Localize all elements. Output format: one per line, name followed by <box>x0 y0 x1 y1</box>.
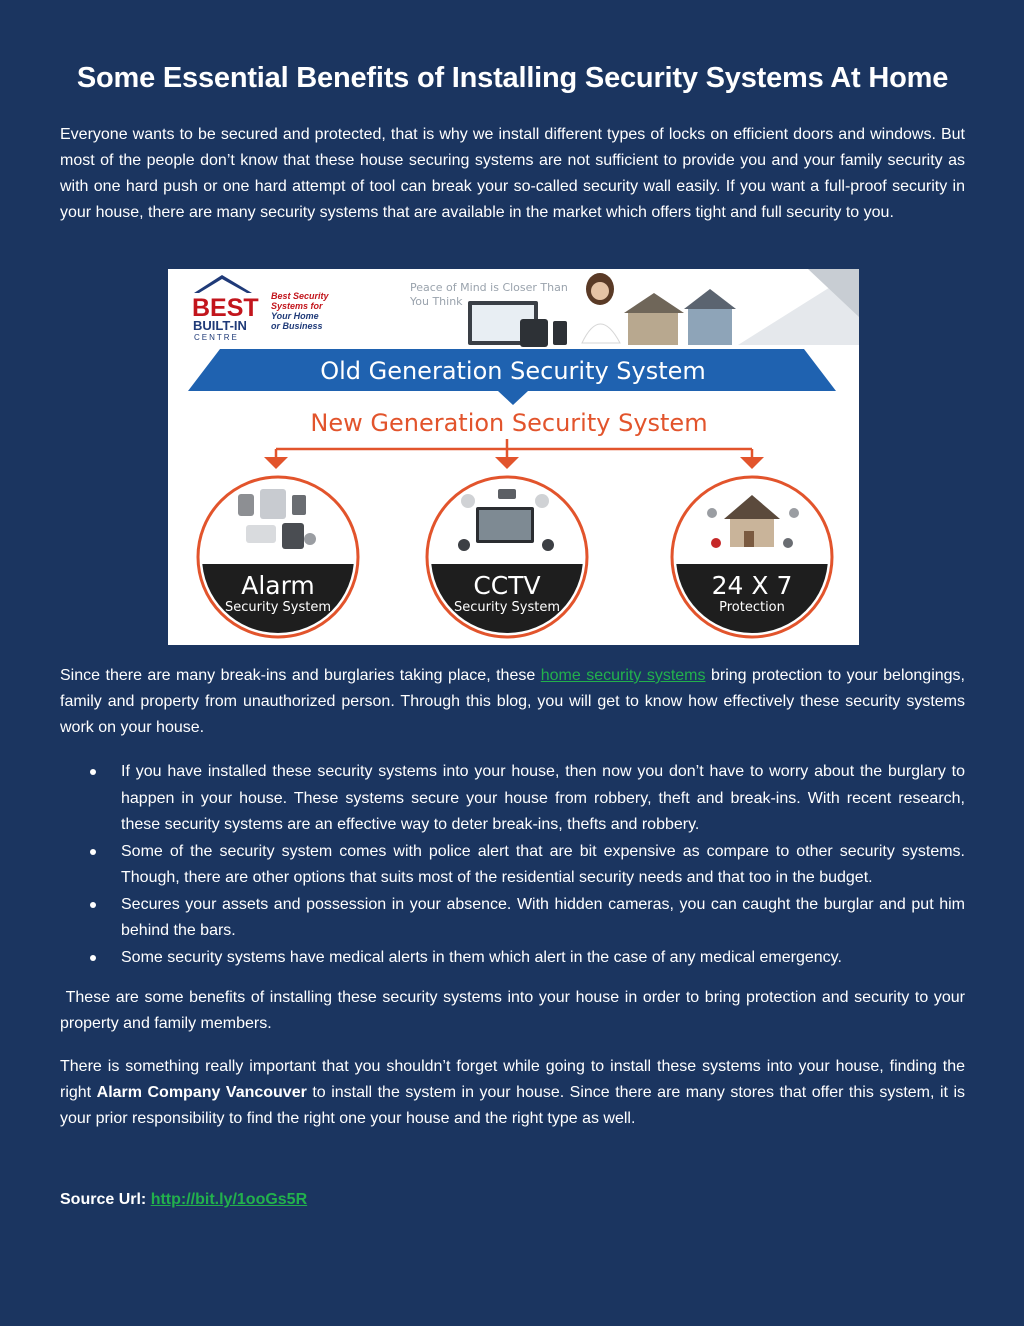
paragraph-benefits-summary: These are some benefits of installing these security systems into your house in order to bring protection and security to your property and family members. <box>60 989 970 1032</box>
source-label: Source Url: <box>60 1191 151 1208</box>
paragraph-alarm-company <box>60 1054 965 1132</box>
list-item-text: If you have installed these security systems into your house, then now you don’t have to worry about the burglary to happen in your house. These systems secure your house from robbery, theft and break-ins. With recent research, these security systems are an effective way to deter break-ins, thefts and robbery. <box>121 763 965 833</box>
protection-sub-label: Protection <box>719 600 785 615</box>
paragraph-text: Since there are many break-ins and burglaries taking place, these <box>60 667 541 684</box>
alarm-company-keyword: Alarm Company Vancouver <box>96 1084 307 1101</box>
home-security-systems-link[interactable]: home security systems <box>540 667 706 684</box>
paragraph-home-security <box>60 663 965 741</box>
list-item-text: Some of the security system comes with police alert that are bit expensive as compare to other security systems. Though, there are other options that suits most of the residential security needs and that too in the budget. <box>121 842 965 886</box>
list-item <box>60 759 965 839</box>
bullet-icon <box>90 955 96 961</box>
source-url-link[interactable]: http://bit.ly/1ooGs5R <box>150 1191 308 1208</box>
logo-best-text: BEST <box>192 294 259 322</box>
list-item <box>60 839 965 892</box>
logo-tagline-3: Your Home <box>271 311 319 321</box>
best-built-in-logo <box>192 275 330 342</box>
list-item-text: Some security systems have medical alerts in them which alert in the case of any medical emergency. <box>121 948 842 966</box>
peace-of-mind-line-1: Peace of Mind is Closer Than <box>410 281 568 294</box>
logo-tagline-2: Systems for <box>271 301 323 311</box>
old-generation-label: Old Generation Security System <box>320 357 706 385</box>
list-item <box>60 945 965 972</box>
list-item <box>60 892 965 945</box>
protection-main-label: 24 X 7 <box>711 571 793 600</box>
page-title: Some Essential Benefits of Installing Security Systems At Home <box>76 62 949 94</box>
paragraph-text: to install the system in your house. Since there are many stores that offer this system, it is your prior responsibility to find the right one your house and the right type as well. <box>60 1084 966 1127</box>
bullet-icon <box>90 849 96 855</box>
bullet-icon <box>90 769 96 775</box>
security-system-infographic <box>168 269 859 645</box>
benefits-list <box>60 759 965 971</box>
protection-circle <box>672 477 832 644</box>
list-item-text: Secures your assets and possession in your absence. With hidden cameras, you can caught the burglar and put him behind the bars. <box>121 895 965 939</box>
alarm-circle <box>198 477 358 644</box>
logo-centre-text: CENTRE <box>194 333 239 342</box>
old-generation-banner <box>188 349 836 405</box>
paragraph-text: There is something really important that you shouldn’t forget while going to install these systems into your house, finding the right <box>60 1058 965 1101</box>
arrow-down-icon <box>495 457 519 469</box>
arrow-down-icon <box>740 457 764 469</box>
alarm-sub-label: Security System <box>225 600 331 615</box>
logo-tagline-4: or Business <box>271 321 323 331</box>
cctv-circle <box>427 477 587 644</box>
arrow-down-icon <box>264 457 288 469</box>
peace-of-mind-line-2: You Think <box>410 295 463 308</box>
connector-lines <box>276 439 752 459</box>
logo-builtin-text: BUILT-IN <box>193 318 247 333</box>
intro-paragraph: Everyone wants to be secured and protected, that is why we install different types of locks on efficient doors and windows. But most of the people don’t know that these house securing systems are not sufficient to provide you and your family security as with one hard push or one hard attempt of tool can break your so-called security wall easily. If you want a full-proof security in your house, there are many security systems that are available in the market which offers tight and full security to you. <box>60 126 965 221</box>
bullet-icon <box>90 902 96 908</box>
source-line <box>60 1191 307 1209</box>
cctv-main-label: CCTV <box>473 571 541 600</box>
new-generation-label: New Generation Security System <box>310 409 708 437</box>
alarm-main-label: Alarm <box>241 571 315 600</box>
logo-tagline-1: Best Security <box>271 291 329 301</box>
paragraph-text: bring protection to your belongings, family and property from unauthorized person. Through this blog, you will get to know how effectively these security systems work on your house. <box>60 667 966 736</box>
cctv-sub-label: Security System <box>454 600 560 615</box>
